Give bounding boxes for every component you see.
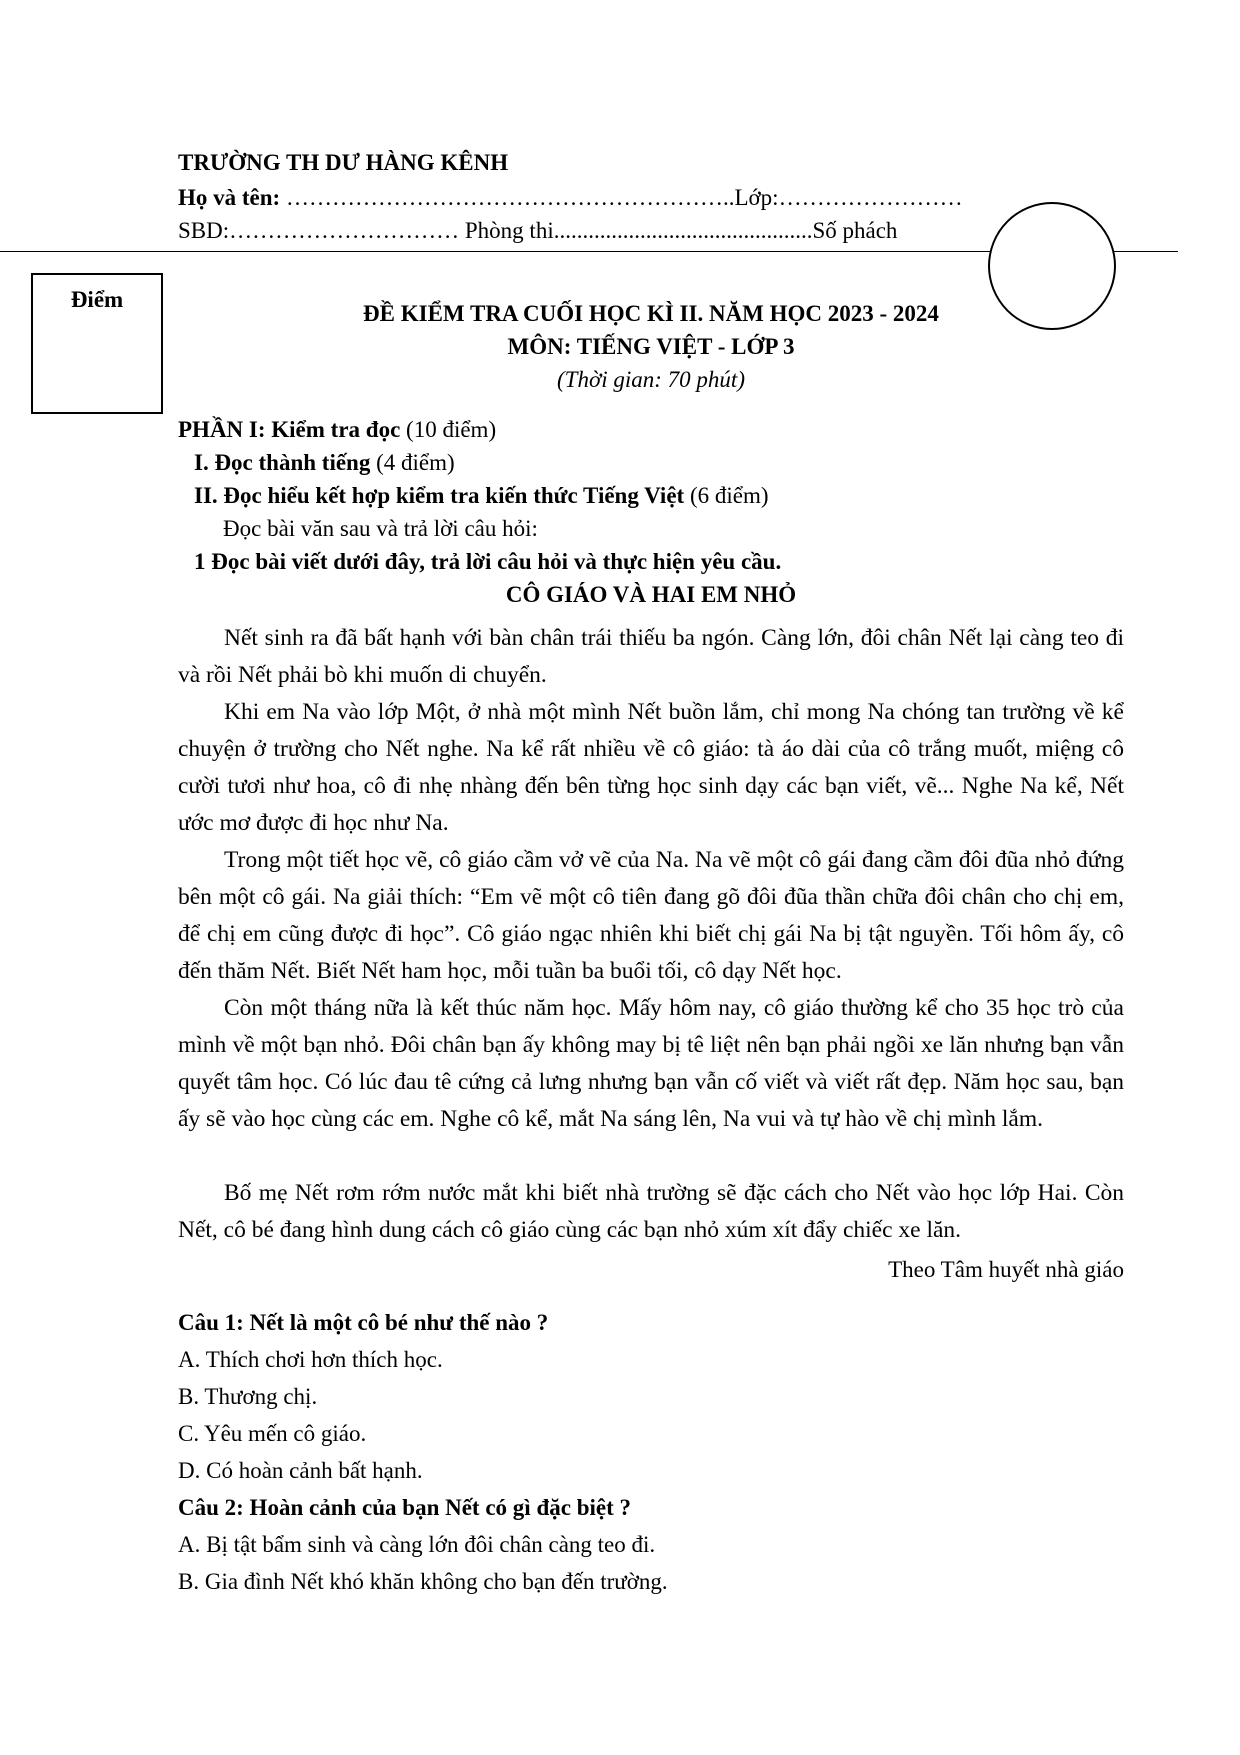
story-paragraph-4: Còn một tháng nữa là kết thúc năm học. Mấy hôm nay, cô giáo thường kể cho 35 học trò của mình về một bạn nhỏ. Đôi chân bạn ấy không may bị tê liệt nên bạn phải ngồi xe lăn nhưng bạn vẫn quyết tâm học. Có lúc đau tê cứng cả lưng nhưng bạn vẫn cố viết và viết rất đẹp. Năm học sau, bạn ấy sẽ vào học cùng các em. Nghe cô kể, mắt Na sáng lên, Na vui và tự hào về chị mình lắm. (178, 995, 1124, 1132)
part1-heading (178, 417, 496, 443)
question-1-option-c[interactable]: C. Yêu mến cô giáo. (178, 1421, 367, 1446)
section2-heading (194, 483, 769, 509)
story-paragraph-2: Khi em Na vào lớp Một, ở nhà một mình Nết buồn lắm, chỉ mong Na chóng tan trường về kể chuyện ở trường cho Nết nghe. Na kể rất nhiều về cô giáo: tà áo dài của cô trắng muốt, miệng cô cười tươi như hoa, cô đi nhẹ nhàng đến bên từng học sinh dạy các bạn viết, vẽ... Nghe Na kể, Nết ước mơ được đi học như Na. (178, 699, 1124, 836)
story-source: Theo Tâm huyết nhà giáo (888, 1257, 1124, 1282)
sbd-room-line: SBD:………………………… Phòng thi.............................................Số phách (178, 218, 898, 243)
name-class-line (178, 185, 963, 211)
school-name: TRƯỜNG TH DƯ HÀNG KÊNH (178, 150, 509, 175)
question-1-option-a[interactable]: A. Thích chơi hơn thích học. (178, 1347, 443, 1372)
question-2-prompt: Câu 2: Hoàn cảnh của bạn Nết có gì đặc biệt ? (178, 1495, 631, 1520)
part1-heading-points: (10 điểm) (400, 417, 497, 442)
section1-points: (4 điểm) (370, 450, 455, 475)
section1-text: I. Đọc thành tiếng (194, 450, 371, 475)
exam-time: (Thời gian: 70 phút) (557, 367, 745, 392)
question-2-option-b[interactable]: B. Gia đình Nết khó khăn không cho bạn đến trường. (178, 1569, 668, 1594)
story-paragraph-5: Bố mẹ Nết rơm rớm nước mắt khi biết nhà trường sẽ đặc cách cho Nết vào học lớp Hai. Còn Nết, cô bé đang hình dung cách cô giáo cùng các bạn nhỏ xúm xít đẩy chiếc xe lăn. (178, 1180, 1124, 1243)
exam-subject: MÔN: TIẾNG VIỆT - LỚP 3 (507, 334, 795, 359)
question-1-option-d[interactable]: D. Có hoàn cảnh bất hạnh. (178, 1458, 423, 1483)
score-box (31, 273, 163, 414)
exam-title: ĐỀ KIỂM TRA CUỐI HỌC KÌ II. NĂM HỌC 2023 - 2024 (363, 301, 939, 326)
story-paragraph-3: Trong một tiết học vẽ, cô giáo cầm vở vẽ của Na. Na vẽ một cô gái đang cầm đôi đũa nhỏ đứng bên một cô gái. Na giải thích: “Em vẽ một cô tiên đang gõ đôi đũa thần chữa đôi chân cho chị em, để chị em cũng được đi học”. Cô giáo ngạc nhiên khi biết chị gái Na bị tật nguyền. Tối hôm ấy, cô đến thăm Nết. Biết Nết ham học, mỗi tuần ba buổi tối, cô dạy Nết học. (178, 847, 1124, 984)
story-paragraph-1: Nết sinh ra đã bất hạnh với bàn chân trái thiếu ba ngón. Càng lớn, đôi chân Nết lại càng teo đi và rồi Nết phải bò khi muốn di chuyển. (178, 625, 1124, 688)
part1-heading-text: PHẦN I: Kiểm tra đọc (178, 417, 401, 442)
reading-instruction: Đọc bài văn sau và trả lời câu hỏi: (223, 516, 538, 541)
name-field[interactable]: …………………………………………………..Lớp:…………………… (280, 185, 963, 210)
section1-heading (194, 450, 455, 476)
section2-text: II. Đọc hiểu kết hợp kiểm tra kiến thức Tiếng Việt (194, 483, 685, 508)
section2-points: (6 điểm) (684, 483, 769, 508)
question-1-option-b[interactable]: B. Thương chị. (178, 1384, 318, 1409)
question-2-option-a[interactable]: A. Bị tật bẩm sinh và càng lớn đôi chân càng teo đi. (178, 1532, 656, 1557)
reading-task: 1 Đọc bài viết dưới đây, trả lời câu hỏi và thực hiện yêu cầu. (194, 549, 782, 574)
story-title: CÔ GIÁO VÀ HAI EM NHỎ (505, 582, 797, 607)
name-label: Họ và tên: (178, 185, 281, 210)
question-1-prompt: Câu 1: Nết là một cô bé như thế nào ? (178, 1310, 549, 1335)
score-label: Điểm (70, 287, 124, 312)
